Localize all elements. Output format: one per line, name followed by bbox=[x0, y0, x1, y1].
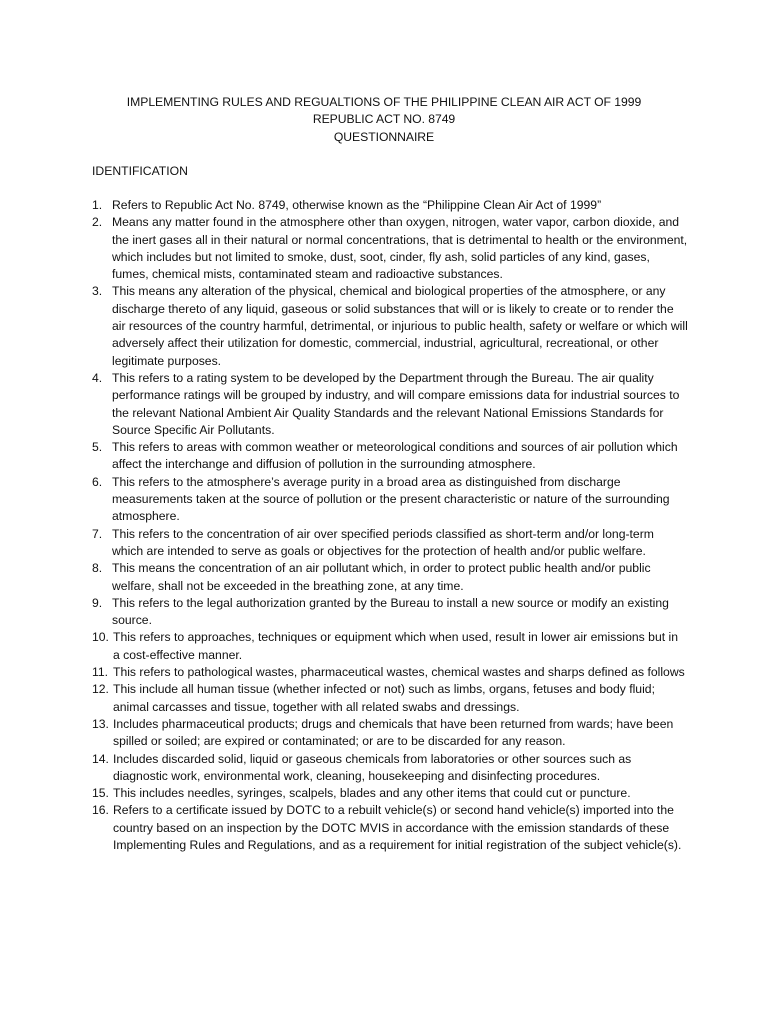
item-number: 12. bbox=[92, 682, 109, 697]
item-number: 11. bbox=[92, 665, 109, 680]
item-number: 6. bbox=[92, 474, 103, 489]
item-number: 14. bbox=[92, 751, 109, 766]
item-text: This refers to a rating system to be developed by the Department through the Bureau. The air quality performance ratings will be grouped by industry, and will compare emissions data for industrial sources to the relevant National Ambient Air Quality Standards and the relevant National Emissions Standards for Source Specific Air Pollutants. bbox=[112, 370, 680, 437]
item-text: This means any alteration of the physical, chemical and biological properties of the atmosphere, or any discharge thereto of any liquid, gaseous or solid substances that will or is likely to create or to render the air resources of the country harmful, detrimental, or injurious to public health, safety or welfare or which will adversely affect their utilization for domestic, commercial, industrial, agricultural, recreational, or other legitimate purposes. bbox=[112, 284, 688, 368]
list-item bbox=[92, 716, 688, 751]
item-text: This refers to pathological wastes, pharmaceutical wastes, chemical wastes and sharps defined as follows bbox=[113, 665, 685, 680]
document-title: IMPLEMENTING RULES AND REGUALTIONS OF THE PHILIPPINE CLEAN AIR ACT OF 1999 bbox=[126, 95, 642, 109]
item-text: Includes pharmaceutical products; drugs and chemicals that have been returned from wards; have been spilled or soiled; are expired or contaminated; or are to be discarded for any reason. bbox=[113, 716, 674, 749]
list-item bbox=[92, 526, 688, 561]
item-number: 4. bbox=[92, 370, 103, 385]
list-item bbox=[92, 370, 688, 439]
list-item bbox=[92, 439, 688, 474]
item-text: This include all human tissue (whether infected or not) such as limbs, organs, fetuses and body fluid; animal carcasses and tissue, together with all related swabs and dressings. bbox=[113, 682, 655, 714]
item-text: This refers to areas with common weather or meteorological conditions and sources of air pollution which affect the interchange and diffusion of pollution in the surrounding atmosphere. bbox=[112, 440, 678, 472]
list-item bbox=[92, 197, 688, 214]
item-number: 8. bbox=[92, 561, 103, 576]
item-number: 3. bbox=[92, 284, 103, 299]
section-heading: IDENTIFICATION bbox=[92, 164, 188, 178]
document-subtitle: QUESTIONNAIRE bbox=[333, 129, 435, 144]
item-text: This includes needles, syringes, scalpels, blades and any other items that could cut or puncture. bbox=[113, 786, 631, 801]
item-text: This means the concentration of an air pollutant which, in order to protect public health and/or public welfare, shall not be exceeded in the breathing zone, at any time. bbox=[112, 561, 651, 593]
list-item bbox=[92, 474, 688, 526]
item-number: 16. bbox=[92, 803, 109, 818]
item-number: 15. bbox=[92, 786, 109, 801]
item-number: 10. bbox=[92, 630, 109, 645]
item-number: 2. bbox=[92, 215, 103, 230]
document-header bbox=[0, 94, 768, 146]
item-text: Means any matter found in the atmosphere other than oxygen, nitrogen, water vapor, carbon dioxide, and the inert gases all in their natural or normal concentrations, that is detrimental to health or the environment, which includes but not limited to smoke, dust, soot, cinder, fly ash, solid particles of any kind, gases, fumes, chemical mists, contaminated steam and radioactive substances. bbox=[112, 215, 688, 282]
item-text: Includes discarded solid, liquid or gaseous chemicals from laboratories or other sources such as diagnostic work, environmental work, cleaning, housekeeping and disinfecting procedures. bbox=[113, 751, 632, 783]
list-item bbox=[92, 751, 688, 786]
item-number: 13. bbox=[92, 716, 109, 731]
item-number: 5. bbox=[92, 440, 103, 455]
list-item bbox=[92, 629, 688, 664]
item-text: This refers to the concentration of air over specified periods classified as short-term and/or long-term which are intended to serve as goals or objectives for the protection of health and/or public welfare. bbox=[112, 526, 654, 558]
item-number: 1. bbox=[92, 198, 103, 212]
item-text: Refers to Republic Act No. 8749, otherwise known as the “Philippine Clean Air Act of 1999” bbox=[112, 198, 602, 212]
question-list bbox=[92, 197, 688, 854]
item-text: This refers to the legal authorization granted by the Bureau to install a new source or modify an existing source. bbox=[112, 595, 669, 628]
item-number: 9. bbox=[92, 595, 103, 610]
item-number: 7. bbox=[92, 526, 103, 541]
list-item bbox=[92, 560, 688, 595]
document-act-number: REPUBLIC ACT NO. 8749 bbox=[312, 112, 456, 127]
list-item bbox=[92, 802, 688, 854]
item-text: This refers to the atmosphere’s average purity in a broad area as distinguished from discharge measurements taken at the source of pollution or the present characteristic or nature of the surrounding atmosphere. bbox=[112, 474, 670, 524]
list-item bbox=[92, 681, 688, 716]
list-item bbox=[92, 595, 688, 630]
list-item bbox=[92, 785, 688, 802]
item-text: Refers to a certificate issued by DOTC to a rebuilt vehicle(s) or second hand vehicle(s) imported into the country based on an inspection by the DOTC MVIS in accordance with the emission standards of these Implementing Rules and Regulations, and as a requirement for initial registration of the subject vehicle(s). bbox=[113, 803, 682, 852]
list-item bbox=[92, 214, 688, 283]
list-item bbox=[92, 664, 688, 681]
item-text: This refers to approaches, techniques or equipment which when used, result in lower air emissions but in a cost-effective manner. bbox=[113, 630, 678, 662]
list-item bbox=[92, 283, 688, 369]
